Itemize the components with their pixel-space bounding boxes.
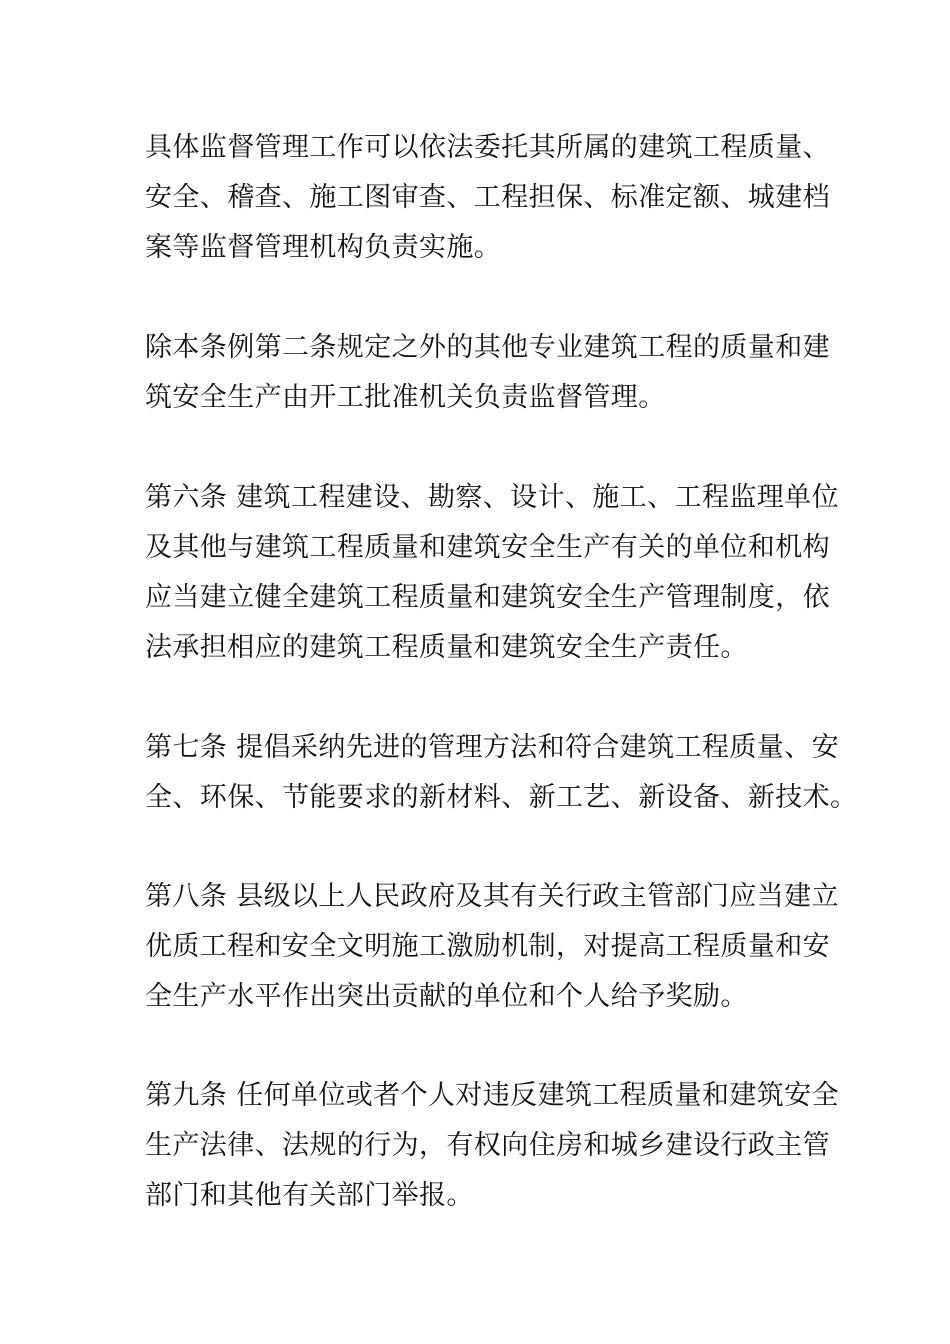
text-line: 生产法律、法规的行为，有权向住房和城乡建设行政主管 — [145, 1130, 830, 1161]
text-line: 应当建立健全建筑工程质量和建筑安全生产管理制度，依 — [145, 582, 830, 613]
text-line: 安全、稽查、施工图审查、工程担保、标准定额、城建档 — [145, 182, 830, 213]
text-line: 部门和其他有关部门举报。 — [145, 1180, 474, 1211]
text-line: 优质工程和安全文明施工激励机制，对提高工程质量和安 — [145, 931, 830, 962]
paragraph-article-9 — [145, 1071, 839, 1221]
text-line: 除本条例第二条规定之外的其他专业建筑工程的质量和建 — [145, 332, 830, 363]
paragraph-supervision-delegation — [145, 123, 830, 273]
text-line: 第六条 建筑工程建设、勘察、设计、施工、工程监理单位 — [145, 482, 839, 513]
paragraph-article-7 — [145, 723, 858, 823]
text-line: 及其他与建筑工程质量和建筑安全生产有关的单位和机构 — [145, 532, 830, 563]
text-line: 第九条 任何单位或者个人对违反建筑工程质量和建筑安全 — [145, 1080, 839, 1111]
paragraph-article-6 — [145, 473, 839, 673]
text-line: 案等监督管理机构负责实施。 — [145, 232, 502, 263]
paragraph-article-8 — [145, 872, 839, 1022]
text-line: 第七条 提倡采纳先进的管理方法和符合建筑工程质量、安 — [145, 732, 839, 763]
text-line: 筑安全生产由开工批准机关负责监督管理。 — [145, 382, 666, 413]
text-line: 具体监督管理工作可以依法委托其所属的建筑工程质量、 — [145, 132, 830, 163]
text-line: 全、环保、节能要求的新材料、新工艺、新设备、新技术。 — [145, 782, 858, 813]
paragraph-other-professional-projects — [145, 323, 830, 423]
text-line: 法承担相应的建筑工程质量和建筑安全生产责任。 — [145, 632, 748, 663]
text-line: 第八条 县级以上人民政府及其有关行政主管部门应当建立 — [145, 881, 839, 912]
text-line: 全生产水平作出突出贡献的单位和个人给予奖励。 — [145, 981, 748, 1012]
